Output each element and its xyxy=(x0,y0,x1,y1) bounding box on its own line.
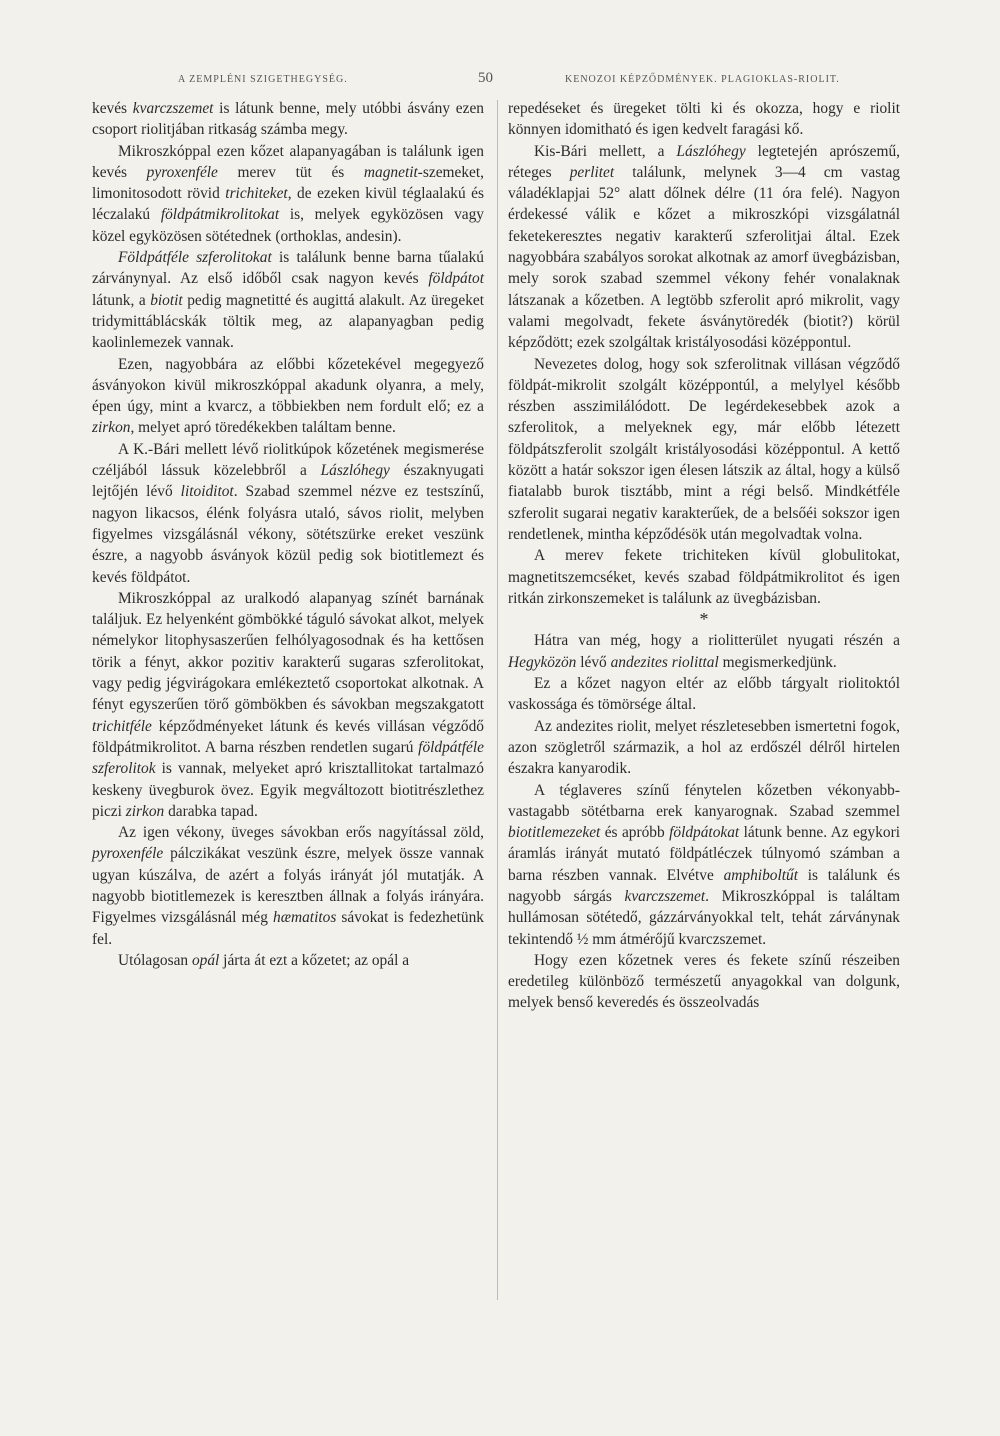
text-run: Hátra van még, hogy a riolitterület nyugati részén a xyxy=(534,632,900,650)
text-run: pedig magnetitté és augittá alakult. Az üregeket tridymittáblácskák töltik meg, az alapanyagban pedig kaolinlemezek vannak. xyxy=(92,291,485,352)
paragraph xyxy=(508,780,900,950)
right-column xyxy=(508,98,900,1014)
text-run: szemeket, limonitosodott rövid xyxy=(92,163,485,203)
text-run: A téglaveres színű fénytelen kőzetben vékonyabb-vastagabb sötétbarna erek kanyarognak. Szabad szemmel xyxy=(508,781,900,820)
italic-term: földpátféle szferolitok xyxy=(92,738,484,778)
paragraph xyxy=(508,630,900,673)
text-run: darabka tapad. xyxy=(164,802,258,820)
paragraph xyxy=(508,98,900,141)
text-run: is találunk és nagyobb sárgás xyxy=(508,866,900,905)
text-run: Mikroszkóppal az uralkodó alapanyag színét barnának találjuk. Ez helyenként gömbökké táguló sávokat alkot, melyek némelykor litophysaszerűen felhólyagosodnak és ha kettősen törik a fényt, akkor pozitiv karakterű sugaras szferolitokat, vagy pedig jégvirágokara emlékeztető csoportokat alkotnak. A fényt egyszerűen törő gömbökben és sávokban megszakgatott xyxy=(92,589,484,714)
italic-term: Földpátféle szferolitokat xyxy=(118,249,272,267)
italic-term: amphiboltűt xyxy=(723,866,798,884)
text-run: látunk, a xyxy=(92,291,151,309)
italic-term: hæmatitos xyxy=(273,909,337,927)
italic-term: földpátmikrolitokat xyxy=(160,206,280,224)
text-run: merev tüt és xyxy=(217,163,364,181)
header-right: KENOZOI KÉPZŐDMÉNYEK. PLAGIOKLAS-RIOLIT. xyxy=(565,74,840,85)
text-run: és apróbb xyxy=(600,824,670,842)
text-run: Ezen, nagyobbára az előbbi kőzetekével megegyező ásványokon kivül mikroszkóppal akadunk olyanra, a mely, épen úgy, mint a kvarcz, a többiekben nem fordult elő; ez a xyxy=(92,355,484,416)
paragraph xyxy=(508,354,900,546)
paragraph xyxy=(508,716,900,780)
text-run: . Mikroszkóppal is találtam hullámosan sötétedő, gázzárványokkal telt, tehát zárványnak tekintendő ½ mm átmérőjű kvarczszemet. xyxy=(508,887,900,948)
italic-term: pyroxenféle xyxy=(92,845,164,863)
text-run: , melyet apró töredékekben találtam benne. xyxy=(130,419,396,437)
text-run: Kis-Bári mellett, a xyxy=(534,142,677,160)
text-run: repedéseket és üregeket tölti ki és okozza, hogy e riolit könnyen idomitható és igen kedvelt faragási kő. xyxy=(508,100,900,139)
text-run: kevés xyxy=(92,100,133,117)
italic-term: földpátokat xyxy=(669,824,740,842)
text-run: is látunk benne, mely utóbbi ásvány ezen csoport riolitjában ritkaság számba megy. xyxy=(92,100,484,139)
italic-term: perlitet xyxy=(569,163,615,181)
paragraph xyxy=(508,141,900,354)
text-run: , de ezeken kivül téglaalakú és léczalakú xyxy=(92,185,484,224)
italic-term: Lászlóhegy xyxy=(676,142,746,160)
paragraph xyxy=(92,439,484,588)
text-run: képződményeket látunk és kevés villásan végződő földpátmikrolitot. A barna részben rendetlen sugarú xyxy=(92,717,484,756)
text-run: Ez a kőzet nagyon eltér az előbb tárgyalt riolitoktól vaskossága és tömörsége által. xyxy=(508,675,900,714)
text-run: Nevezetes dolog, hogy sok szferolitnak villásan végződő földpát-mikrolit szolgált középpontúl, a melylyel később részben asszimilálódott. De legérdekesebbek azok a szferolitok, a melyeknek egy, már előbb létezett földpátszferolit szolgált kristályosodási középpontul. A kettő között a határ sokszor igen élesen látszik az által, hogy a külső fiatalabb burok tisztább, mint a régi belső. Mindkétféle szferolit sugarai negativ karakterűek, de a belsőéi sokszor igen rendetlenek, mintha képződésök után megolvadtak volna. xyxy=(508,355,900,543)
italic-term: zirkon xyxy=(125,802,165,820)
italic-term: litoiditot xyxy=(180,483,234,501)
italic-term: trichiteket xyxy=(225,185,288,203)
page-number: 50 xyxy=(478,70,493,86)
text-run: A K.-Bári mellett lévő riolitkúpok kőzetének megismerése czéljából lássuk közelebbről a xyxy=(92,440,484,480)
italic-term: kvarczszemet xyxy=(624,887,706,905)
paragraph xyxy=(92,588,484,822)
text-run: sávokat is fedezhetünk fel. xyxy=(92,909,484,948)
left-column xyxy=(92,98,484,971)
running-header xyxy=(0,70,1000,90)
italic-term: andezites riolittal xyxy=(610,653,719,671)
text-run: északnyugati lejtőjén lévő xyxy=(92,462,484,501)
text-run: pálczikákat veszünk észre, melyek össze vannak ugyan kúszálva, de azért a folyás irányát jól mutatják. A nagyobb biotitlemezek is keresztben állnak a folyás irányára. Figyelmes vizsgálásnál még xyxy=(92,845,484,927)
paragraph xyxy=(92,98,484,141)
italic-term: Lászlóhegy xyxy=(320,462,390,480)
column-divider xyxy=(497,100,498,1300)
text-run: is vannak, melyeket apró krisztallitokat tartalmazó keskeny üvegburok övez. Egyik megváltozott biotitrészlethez piczi xyxy=(92,760,484,820)
italic-term: biotitlemezeket xyxy=(508,824,601,842)
paragraph xyxy=(92,354,484,439)
text-run: találunk, melynek 3—4 cm vastag váladéklapjai 52° alatt dőlnek délre (11 óra felé). Nagyon érdekessé válik e kőzet a mikroszkópi vizsgálatnál feketekeresztes negativ karakterű szferolitjai által. Ezek nagyobbára szabályos sorokat alkotnak az amorf üvegbázisban, mely sorok szabad szemmel vékony fehér vonalaknak látszanak a kőzetben. A legtöbb szferolit apró mikrolit, vagy valami megolvadt, fekete ásványtöredék (biotit?) körül képződött; ezek szolgáltak kristályosodási középpontul. xyxy=(508,163,900,352)
italic-term: trichitféle xyxy=(92,717,152,735)
italic-term: Hegyközön xyxy=(508,653,577,671)
text-run: járta át ezt a kőzetet; az opál a xyxy=(219,951,410,969)
paragraph xyxy=(92,950,484,971)
italic-term: földpátot xyxy=(428,270,484,288)
italic-term: pyroxenféle xyxy=(146,163,218,181)
text-run: lévő xyxy=(576,653,611,671)
text-run: látunk benne. Az egykori áramlás irányát mutató földpátléczek túlnyomó számban a barna részben vannak. Elvétve xyxy=(508,824,900,884)
text-run: is, melyek egyközösen vagy közel egyközösen sötétednek (orthoklas, andesin). xyxy=(92,206,484,245)
section-separator: * xyxy=(699,609,709,630)
paragraph xyxy=(92,247,484,353)
text-run: . Szabad szemmel nézve ez testszínű, nagyon likacsos, élénk folyásra utaló, sávos riolit, melyben figyelmes vizsgálásnál vékony, sötétszürke ereket veszünk észre, a nagyobb ásványok közül pedig sok biotitlemezt és kevés földpátot. xyxy=(92,483,484,586)
text-run: Hogy ezen kőzetnek veres és fekete színű részeiben eredetileg különböző természetű anyagokkal van dolgunk, melyek benső keveredés és összeolvadás xyxy=(508,951,900,1012)
paragraph xyxy=(92,822,484,950)
text-run: megismerkedjünk. xyxy=(718,653,837,671)
italic-term: zirkon xyxy=(92,419,131,437)
text-run: Az andezites riolit, melyet részletesebben ismertetni fogok, azon szögletről származik, a hol az erdőszél délről hirtelen északra kanyarodik. xyxy=(508,717,900,778)
header-left: A ZEMPLÉNI SZIGETHEGYSÉG. xyxy=(178,74,348,85)
paragraph xyxy=(508,673,900,716)
paragraph xyxy=(508,950,900,1014)
text-run: legtetején aprószemű, réteges xyxy=(508,142,900,181)
text-run: A merev fekete trichiteken kívül globulitokat, magnetitszemcséket, kevés szabad földpátmikrolitot és igen ritkán zirkonszemeket is találunk az üvegbázisban. xyxy=(508,547,900,607)
italic-term: kvarczszemet xyxy=(132,100,214,117)
paragraph xyxy=(92,141,484,247)
text-run: Mikroszkóppal ezen kőzet alapanyagában is találunk igen kevés xyxy=(92,142,484,181)
text-run: Az igen vékony, üveges sávokban erős nagyítással zöld, xyxy=(118,824,484,842)
italic-term: opál xyxy=(191,951,220,969)
text-run: Utólagosan xyxy=(118,951,192,969)
paragraph xyxy=(508,545,900,609)
italic-term: magnetit- xyxy=(363,163,423,181)
italic-term: biotit xyxy=(150,291,183,309)
text-run: is találunk benne barna tűalakú zárványnyal. Az első időből csak nagyon kevés xyxy=(92,249,484,288)
